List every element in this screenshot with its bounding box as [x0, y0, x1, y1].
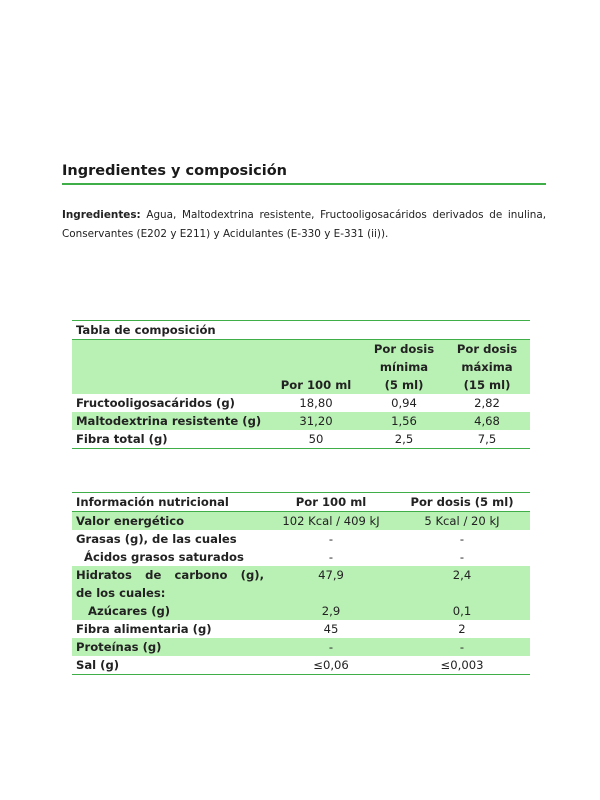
table-row [72, 512, 530, 531]
nutrition-header-per-100ml: Por 100 ml [268, 493, 394, 512]
header-line: máxima [461, 360, 513, 374]
nutrition-header-per-dose: Por dosis (5 ml) [394, 493, 530, 512]
cell-value: 0,1 [452, 604, 472, 618]
cell-value: 5 Kcal / 20 kJ [424, 514, 500, 528]
composition-header-per-100ml [268, 340, 364, 395]
cell-value [394, 584, 530, 602]
header-line: (15 ml) [463, 378, 511, 392]
row-label: Valor energético [76, 514, 185, 528]
cell-value: 4,68 [474, 414, 500, 428]
table-row [72, 530, 530, 548]
cell-value: 2,9 [321, 604, 341, 618]
header-line: (5 ml) [384, 378, 424, 392]
composition-table-title: Tabla de composición [72, 321, 530, 340]
row-label: Azúcares (g) [88, 604, 171, 618]
cell-value: 2,5 [394, 432, 414, 446]
composition-table [72, 320, 530, 449]
cell-value: 31,20 [299, 414, 333, 428]
cell-value: 47,9 [318, 568, 344, 582]
table-row [72, 566, 530, 584]
header-line: Por 100 ml [280, 378, 352, 392]
nutrition-header-label: Información nutricional [72, 493, 268, 512]
cell-value: 45 [323, 622, 339, 636]
row-label: Fructooligosacáridos (g) [76, 396, 235, 410]
cell-value: ≤0,003 [440, 658, 484, 672]
table-row [72, 620, 530, 638]
cell-value: 1,56 [391, 414, 417, 428]
cell-value: 2 [458, 622, 466, 636]
cell-value: 2,4 [452, 568, 472, 582]
row-label: Fibra alimentaria (g) [76, 622, 212, 636]
row-label: Sal (g) [76, 658, 120, 672]
nutrition-header-row [72, 493, 530, 512]
cell-value: - [328, 640, 334, 654]
composition-header-max-dose [444, 340, 530, 395]
table-row [72, 584, 530, 602]
table-row [72, 602, 530, 620]
composition-header-empty [72, 340, 268, 395]
table-row [72, 430, 530, 449]
cell-value: - [459, 640, 465, 654]
row-label: Ácidos grasos saturados [84, 550, 244, 564]
header-line: Por dosis [456, 342, 518, 356]
header-line: Por dosis [373, 342, 435, 356]
cell-value [268, 584, 394, 602]
composition-header-min-dose [364, 340, 444, 395]
row-label: Grasas (g), de las cuales [76, 532, 237, 546]
row-label: Hidratos de carbono (g), [76, 568, 264, 582]
cell-value: 102 Kcal / 409 kJ [282, 514, 380, 528]
ingredients-text: Agua, Maltodextrina resistente, Fructooligosacáridos derivados de inulina, Conservantes (E202 y E211) y Acidulantes (E-330 y E-331 (ii)). [62, 209, 546, 240]
cell-value: - [459, 550, 465, 564]
section-title: Ingredientes y composición [62, 163, 546, 185]
cell-value: - [459, 532, 465, 546]
table-row [72, 638, 530, 656]
cell-value: 2,82 [474, 396, 500, 410]
row-label: Maltodextrina resistente (g) [76, 414, 262, 428]
row-label: de los cuales: [76, 586, 166, 600]
header-line: mínima [379, 360, 429, 374]
cell-value: 7,5 [477, 432, 497, 446]
table-row [72, 394, 530, 412]
cell-value: ≤0,06 [313, 658, 349, 672]
cell-value: - [328, 532, 334, 546]
cell-value: - [328, 550, 334, 564]
row-label: Proteínas (g) [76, 640, 162, 654]
cell-value: 18,80 [299, 396, 333, 410]
nutrition-table [72, 492, 530, 675]
row-label: Fibra total (g) [76, 432, 168, 446]
cell-value: 50 [308, 432, 324, 446]
composition-header-row [72, 340, 530, 395]
cell-value: 0,94 [391, 396, 417, 410]
table-row [72, 656, 530, 675]
composition-table-title-row [72, 321, 530, 340]
ingredients-label: Ingredientes: [62, 209, 141, 221]
ingredients-paragraph [62, 206, 546, 244]
table-row [72, 412, 530, 430]
table-row [72, 548, 530, 566]
